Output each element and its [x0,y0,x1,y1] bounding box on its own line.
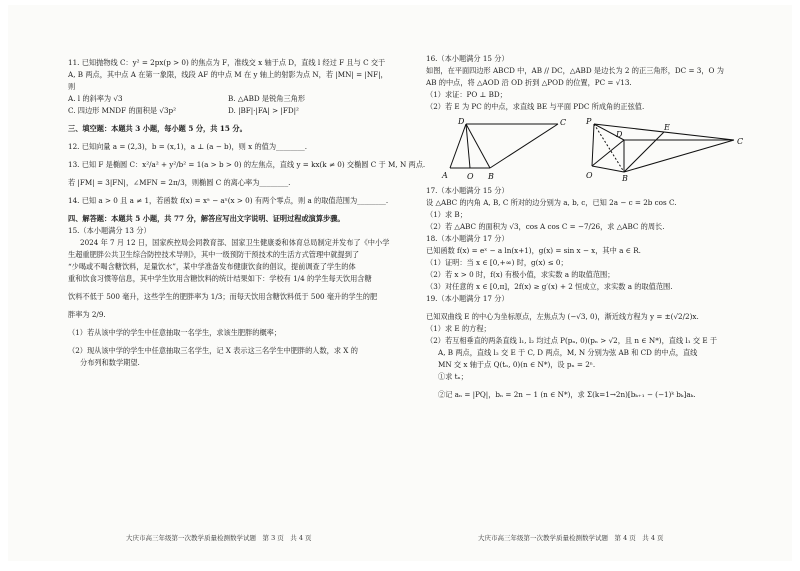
q11-options-row [68,93,388,105]
q17-part: （1）求 B； [426,210,467,219]
q13-line: 若 |FM| = 3|FN|，∠MFN = 2π/3，则椭圆 C 的离心率为________. [68,178,291,187]
q15-part: （2）现从该中学的学生中任意抽取三名学生，记 X 表示这三名学生中肥胖的人数，求 X 的 [68,346,358,355]
q15-body-line: 胖率为 2/9. [68,310,106,319]
q11-line: 11. 已知抛物线 C：y² = 2px(p > 0) 的焦点为 F，准线交 x 轴于点 D，直线 l 经过 F 且与 C 交于 [68,58,386,67]
q15-title: 15.（本小题满分 13 分） [68,226,151,235]
fig1-label-B: B [488,172,494,181]
q19-body: 已知双曲线 E 的中心为坐标原点，左焦点为 (−√3, 0)，渐近线方程为 y = ±(√2/2)x. [426,312,699,321]
fig2-label-B: B [622,174,628,183]
q15-part: （1）若从该中学的学生中任意抽取一名学生，求该生肥胖的概率； [68,328,282,337]
q11-line: A, B 两点，其中点 A 在第一象限，线段 AF 的中点 M 在 y 轴上的射影为点 N，若 |MN| = |NF|， [68,70,388,79]
q15-body-line: 生超重肥胖公共卫生综合防控技术导则》，其中一级预防干预技术的生活方式管理中就提到了 [68,250,360,259]
q13-line: 13. 已知 F 是椭圆 C：x²/a² + y²/b² = 1(a > b > 0) 的左焦点，直线 y = kx(k ≠ 0) 交椭圆 C 于 M, N 两点. [68,160,426,169]
q15-body-line: “少喝或不喝含糖饮料，足量饮水”，某中学准备发布健康饮食的倡议，提前调查了学生的体 [68,262,356,271]
figure-folded-solid [584,116,754,182]
q19-part: ①求 tₙ； [438,372,468,381]
q19-part: （2）若互相垂直的两条直线 l₁, l₂ 均过点 P(pₙ, 0)(pₙ > √2，且 n ∈ N*)，直线 l₁ 交 E 于 [426,336,718,345]
q15-part: 分布列和数学期望. [80,358,140,367]
q11-option: D. |BF|·|FA| > |FD|² [228,106,299,115]
q18-part: （1）证明：当 x ∈ [0,+∞) 时，g(x) ≤ 0； [426,258,568,267]
q12: 12. 已知向量 a = (2,3)，b = (x,1)，a ⊥ (a − b)，则 x 的值为________. [68,142,308,151]
q17-title: 17.（本小题满分 15 分） [426,186,509,195]
fig1-label-A: A [442,171,448,180]
left-page [68,57,426,369]
q19-title: 19.（本小题满分 17 分） [426,294,509,303]
fig1-label-O: O [467,172,474,181]
q17-body: 设 △ABC 的内角 A, B, C 所对的边分别为 a, b, c，已知 2a − c = 2b cos C. [426,198,677,207]
fig2-label-D: D [616,130,623,139]
q16-body-line: AB 的中点，将 △AOD 沿 OD 折到 △POD 的位置，PC = √13. [426,78,632,87]
q11-option: C. 四边形 MNDF 的面积是 √3p² [68,106,177,115]
fig2-label-C: C [737,137,744,146]
q19-part: MN 交 x 轴于点 Q(tₙ, 0)(n ∈ N*)，设 pₙ = 2ⁿ. [438,360,596,369]
q15-body-line: 饮料不低于 500 毫升，这些学生的肥胖率为 1/3；而每天饮用含糖饮料低于 500 毫升的学生的肥 [68,292,378,301]
fig2-label-E: E [664,123,670,132]
q14: 14. 已知 a > 0 且 a ≠ 1，若函数 f(x) = xᵃ − aˣ(x > 0) 有两个零点，则 a 的取值范围为________. [68,196,389,205]
section-heading-solutions: 四、解答题：本题共 5 小题，共 77 分，解答应写出文字说明、证明过程或演算步骤。 [68,214,345,223]
q16-part: （2）若 E 为 PC 的中点，求直线 BE 与平面 PDC 所成角的正弦值. [426,102,645,111]
q11-line: 则 [68,82,76,91]
section-heading-fill-in: 三、填空题：本题共 3 小题，每小题 5 分，共 15 分。 [68,124,247,133]
footer-page-3: 大庆市高三年级第一次教学质量检测数学试题 第 3 页 共 4 页 [126,534,312,542]
q19-part: ②记 aₙ = |PQ|，bₙ = 2n − 1 (n ∈ N*)，求 Σ(k=1→2n)[bₖ₊₁ − (−1)ᵏ bₖ]aₖ. [438,390,696,399]
fig1-label-C: C [560,118,567,127]
fig2-label-O: O [586,171,593,180]
q18-body: 已知函数 f(x) = eˣ − a ln(x+1)，g(x) = sin x − x，其中 a ∈ R. [426,246,641,255]
fig1-label-D: D [458,117,465,126]
q19-part: （1）求 E 的方程； [426,324,491,333]
q16-part: （1）求证：PO ⊥ BD； [426,90,507,99]
q18-part: （3）对任意的 x ∈ [0,π]，2f(x) ≥ g′(x) + 2 恒成立，求实数 a 的取值范围. [426,282,673,291]
q11-options-row [68,105,388,117]
q17-part: （2）若 △ABC 的面积为 √3，cos A cos C = −7/26，求 △ABC 的周长. [426,222,665,231]
q16-body-line: 如图，在平面四边形 ABCD 中，AB // DC，△ABD 是边长为 2 的正三角形，DC = 3，O 为 [426,66,724,75]
q16-figures [426,116,760,182]
q18-part: （2）若 x > 0 时，f(x) 有极小值，求实数 a 的取值范围； [426,270,615,279]
right-page [426,53,760,401]
fig2-label-P: P [586,117,592,126]
exam-sheet [8,5,792,561]
footer-page-4: 大庆市高三年级第一次教学质量检测数学试题 第 4 页 共 4 页 [478,534,664,542]
q15-body-line: 重和饮食习惯等信息，其中学生饮用含糖饮料的统计结果如下：学校有 1/4 的学生每天饮用含糖 [68,274,372,283]
figure-trapezoid [440,116,570,182]
q19-part: A, B 两点，直线 l₂ 交 E 于 C, D 两点，M, N 分别为弦 AB 和 CD 的中点，直线 [438,348,698,357]
q15-body-line: 2024 年 7 月 12 日，国家疾控局会同教育部、国家卫生健康委和体育总局制定并发布了《中小学 [80,238,390,247]
q11-option: A. l 的斜率为 √3 [68,94,123,103]
q16-title: 16.（本小题满分 15 分） [426,54,509,63]
q11-option: B. △ABD 是锐角三角形 [228,94,306,103]
q18-title: 18.（本小题满分 17 分） [426,234,509,243]
